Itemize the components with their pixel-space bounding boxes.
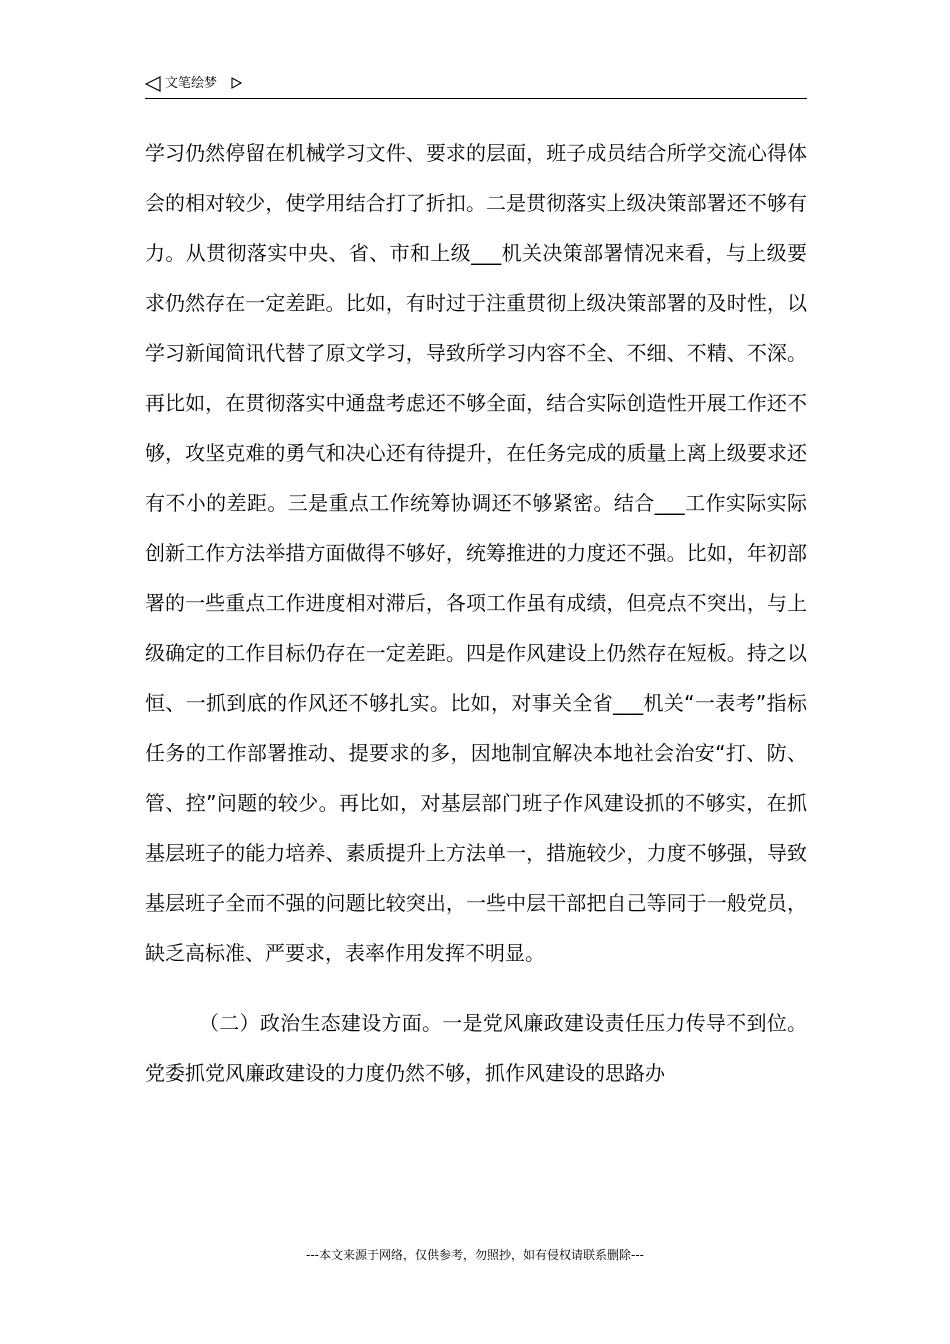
triangle-right-icon: [231, 77, 242, 89]
triangle-left-icon: [145, 76, 161, 92]
body-paragraph: （二）政治生态建设方面。一是党风廉政建设责任压力传导不到位。党委抓党风廉政建设的力度仍然不够，抓作风建设的思路办: [145, 1011, 807, 1085]
footer-disclaimer: ---本文来源于网络，仅供参考，勿照抄，如有侵权请联系删除---: [306, 1248, 644, 1262]
header-brand: 文笔绘梦: [165, 76, 218, 91]
document-body: [145, 128, 807, 1098]
page-header: [145, 74, 807, 99]
body-paragraph: 学习仍然停留在机械学习文件、要求的层面，班子成员结合所学交流心得体会的相对较少，使学用结合打了折扣。二是贯彻落实上级决策部署还不够有力。从贯彻落实中央、省、市和上级___机关决策部署情况来看，与上级要求仍然存在一定差距。比如，有时过于注重贯彻上级决策部署的及时性，以学习新闻简讯代替了原文学习，导致所学习内容不全、不细、不精、不深。再比如，在贯彻落实中通盘考虑还不够全面，结合实际创造性开展工作还不够，攻坚克难的勇气和决心还有待提升，在任务完成的质量上离上级要求还有不小的差距。三是重点工作统筹协调还不够紧密。结合___工作实际实际创新工作方法举措方面做得不够好，统筹推进的力度还不强。比如，年初部署的一些重点工作进度相对滞后，各项工作虽有成绩，但亮点不突出，与上级确定的工作目标仍存在一定差距。四是作风建设上仍然存在短板。持之以恒、一抓到底的作风还不够扎实。比如，对事关全省___机关“一表考”指标任务的工作部署推动、提要求的多，因地制宜解决本地社会治安“打、防、管、控”问题的较少。再比如，对基层部门班子作风建设抓的不够实，在抓基层班子的能力培养、素质提升上方法单一，措施较少，力度不够强，导致基层班子全而不强的问题比较突出，一些中层干部把自己等同于一般党员，缺乏高标准、严要求，表率作用发挥不明显。: [145, 141, 807, 965]
